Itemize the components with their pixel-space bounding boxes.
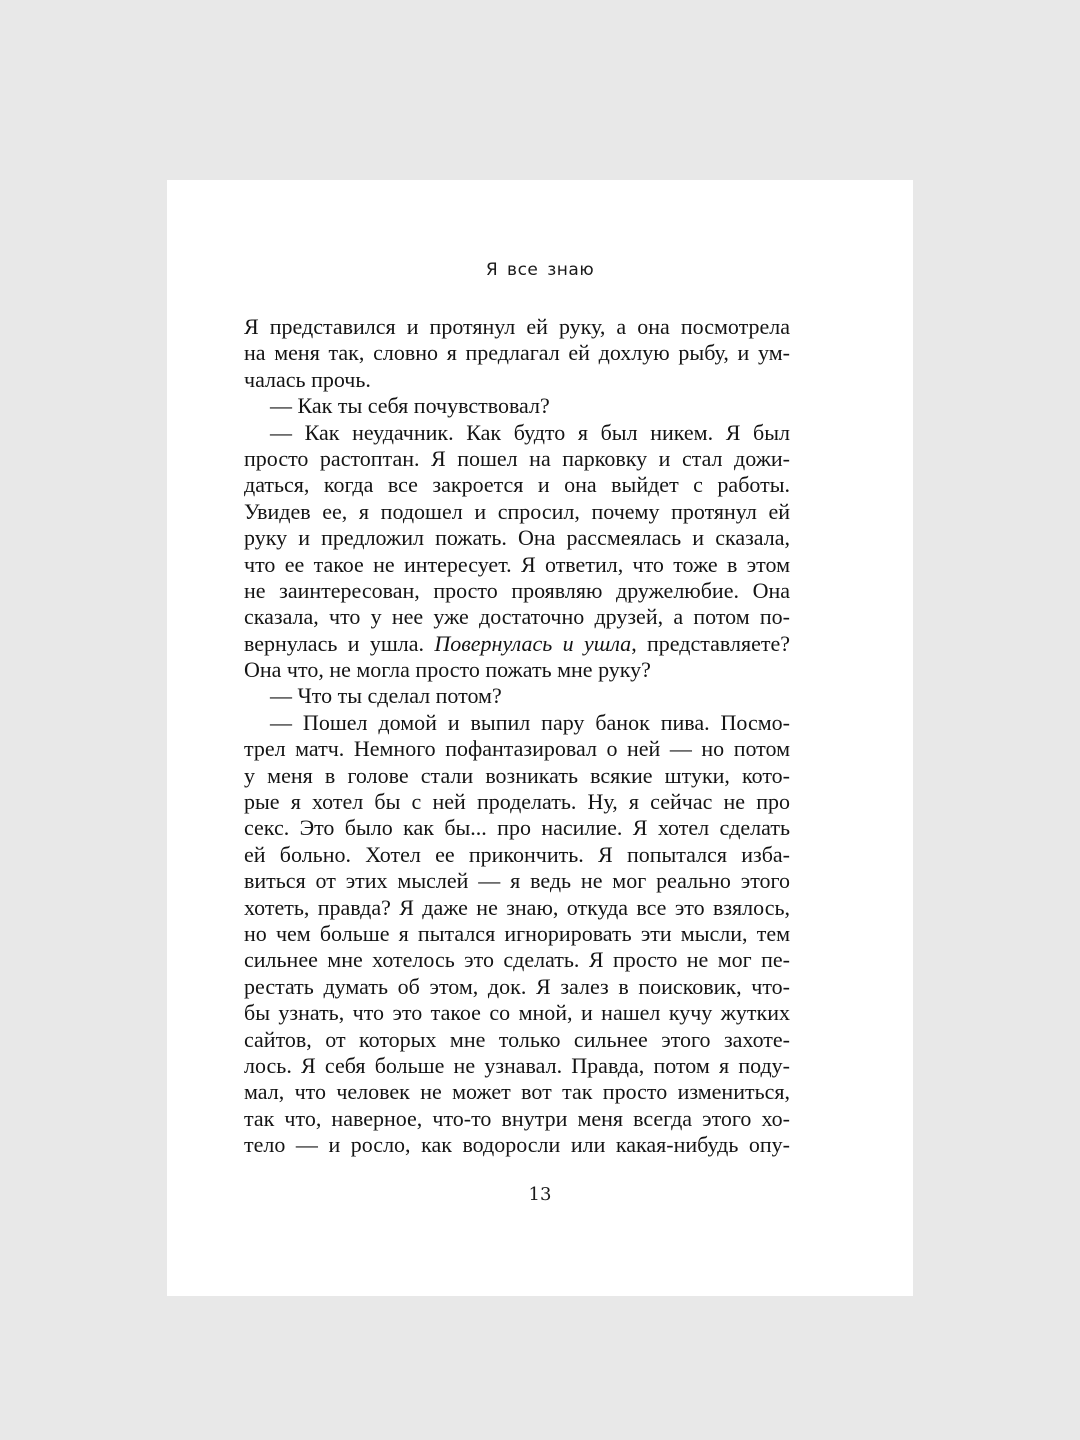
text-line: — Как неудачник. Как будто я был никем. Я был bbox=[270, 419, 790, 445]
text-segment: , представляете? bbox=[631, 630, 790, 656]
text-line: ей больно. Хотел ее прикончить. Я попытался изба- bbox=[244, 841, 790, 867]
text-line: мал, что человек не может вот так просто измениться, bbox=[244, 1079, 790, 1105]
text-line: не заинтересован, просто проявляю дружелюбие. Она bbox=[244, 577, 790, 603]
text-line: сайтов, от которых мне только сильнее этого захоте- bbox=[244, 1026, 790, 1052]
text-line: тело — и росло, как водоросли или какая-нибудь опу- bbox=[244, 1132, 790, 1158]
book-page bbox=[167, 180, 913, 1296]
text-line: — Как ты себя почувствовал? bbox=[270, 393, 550, 419]
text-line: — Что ты сделал потом? bbox=[270, 683, 502, 709]
text-line: чалась прочь. bbox=[244, 366, 371, 392]
text-line bbox=[244, 631, 790, 657]
text-line: бы узнать, что это такое со мной, и нашел кучу жутких bbox=[244, 1000, 790, 1026]
text-line: сказала, что у нее уже достаточно друзей, а потом по- bbox=[244, 604, 790, 630]
text-line: хотеть, правда? Я даже не знаю, откуда все это взялось, bbox=[244, 894, 790, 920]
text-line: лось. Я себя больше не узнавал. Правда, потом я поду- bbox=[244, 1052, 790, 1078]
text-line: руку и предложил пожать. Она рассмеялась и сказала, bbox=[244, 525, 790, 551]
text-line: — Пошел домой и выпил пару банок пива. Посмо- bbox=[270, 709, 790, 735]
text-line: на меня так, словно я предлагал ей дохлую рыбу, и ум- bbox=[244, 340, 790, 366]
page-number: 13 bbox=[528, 1184, 552, 1205]
text-line: секс. Это было как бы... про насилие. Я хотел сделать bbox=[244, 815, 790, 841]
text-line: у меня в голове стали возникать всякие штуки, кото- bbox=[244, 762, 790, 788]
text-line: рестать думать об этом, док. Я залез в поисковик, что- bbox=[244, 973, 790, 999]
text-line: но чем больше я пытался игнорировать эти мысли, тем bbox=[244, 920, 790, 946]
text-line: виться от этих мыслей — я ведь не мог реально этого bbox=[244, 868, 790, 894]
text-line: что ее такое не интересует. Я ответил, что тоже в этом bbox=[244, 551, 790, 577]
italic-emphasis: Повернулась и ушла bbox=[434, 630, 632, 656]
text-line: Я представился и протянул ей руку, а она посмотрела bbox=[244, 314, 790, 339]
running-head: Я все знаю bbox=[485, 260, 595, 280]
text-line: рые я хотел бы с ней проделать. Ну, я сейчас не про bbox=[244, 789, 790, 815]
text-line: просто растоптан. Я пошел на парковку и стал дожи- bbox=[244, 445, 790, 471]
text-line: сильнее мне хотелось это сделать. Я просто не мог пе- bbox=[244, 947, 790, 973]
text-line: Увидев ее, я подошел и спросил, почему протянул ей bbox=[244, 498, 790, 524]
text-segment: вернулась и ушла. bbox=[244, 630, 435, 656]
text-line: даться, когда все закроется и она выйдет с работы. bbox=[244, 472, 790, 498]
text-line: Она что, не могла просто пожать мне руку? bbox=[244, 657, 651, 683]
text-line: трел матч. Немного пофантазировал о ней — но потом bbox=[244, 736, 790, 762]
body-text bbox=[244, 314, 790, 1159]
text-line: так что, наверное, что-то внутри меня всегда этого хо- bbox=[244, 1105, 790, 1131]
